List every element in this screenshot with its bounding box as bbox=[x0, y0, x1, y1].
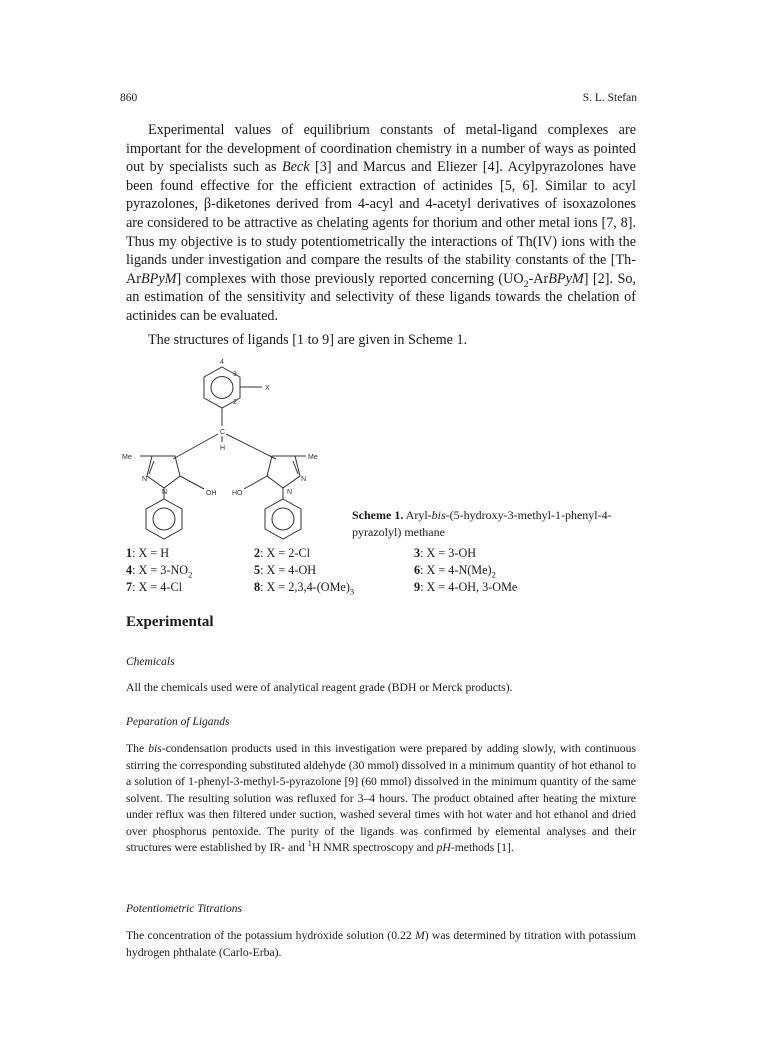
chemicals-paragraph: All the chemicals used were of analytical reagent grade (BDH or Merck products). bbox=[126, 681, 513, 694]
methine-carbon-label: C bbox=[220, 429, 226, 436]
subheading-preparation: Peparation of Ligands bbox=[126, 716, 230, 728]
ligand-3: 3: X = 3-OH bbox=[414, 546, 477, 560]
subheading-potentiometric: Potentiometric Titrations bbox=[126, 903, 242, 915]
left-phenyl-circle bbox=[153, 508, 175, 530]
ligand-2: 2: X = 2-Cl bbox=[254, 546, 310, 560]
scheme-intro-sentence: The structures of ligands [1 to 9] are given in Scheme 1. bbox=[148, 332, 468, 348]
right-phenyl-ring bbox=[265, 499, 301, 539]
intro-paragraph: Experimental values of equilibrium constants of metal-ligand complexes are important for the development of coordination chemistry in a number of ways as pointed out by specialists such as Beck [3] and Marcus and Eliezer [4]. Acylpyrazolones have been found effective for the efficient extraction of actinides [5, 6]. Similar to acyl pyrazolones, β-diketones derived from 4-acyl and 4-acetyl derivatives of isoxazolones are considered to be attractive as chelating agents for thorium and other metal ions [7, 8]. Thus my objective is to study potentiometrically the interactions of Th(IV) ions with the ligands under investigation and compare the results of the stability constants of the [Th-ArBPyM] complexes with those previously reported concerning $(UO_2-ArBPyM]$ [2]. So, an estimation of the sensitivity and selectivity of these ligands towards the chelation of actinides can be evaluated. bbox=[126, 122, 636, 324]
preparation-paragraph: The bis-condensation products used in this investigation were prepared by adding slowly, with continuous stirring the corresponding substituted aldehyde (30 mmol) dissolved in a minimum quantity of hot ethanol to a solution of 1-phenyl-3-methyl-5-pyrazolone [9] (60 mmol) dissolved in the minimum quantity of the same solvent. The resulting solution was refluxed for 3–4 hours. The product obtained after heating the mixture under reflux was then filtered under suction, washed several times with hot water and hot ethanol and dried over phosphorus pentoxide. The purity of the ligands was confirmed by elemental analyses and their structures were established by IR- and $^1$H NMR spectroscopy and pH-methods [1]. bbox=[126, 742, 637, 854]
right-ho-bond bbox=[244, 476, 267, 489]
x-substituent-label: X bbox=[265, 385, 270, 392]
methine-hydrogen-label: H bbox=[220, 445, 226, 452]
left-n1-label: N bbox=[162, 489, 168, 496]
running-head-author: S. L. Stefan bbox=[582, 92, 637, 104]
ligand-5: 5: X = 4-OH bbox=[254, 563, 317, 577]
right-phenyl-circle bbox=[272, 508, 294, 530]
aryl-ring-circle bbox=[211, 377, 233, 399]
right-methyl-label: Me bbox=[308, 454, 318, 461]
right-n2-label: N bbox=[301, 476, 307, 483]
left-oh-bond bbox=[180, 476, 204, 489]
ligand-8: 8: $X = 2,3,4-(OMe)_3$ bbox=[254, 580, 355, 597]
potentiometric-paragraph: The concentration of the potassium hydroxide solution (0.22 M) was determined by titration with potassium hydrogen phthalate (Carlo-Erba). bbox=[126, 929, 636, 959]
position-4-label: 4 bbox=[220, 359, 224, 366]
ligand-1: 1: X = H bbox=[126, 546, 170, 560]
section-heading-experimental: Experimental bbox=[126, 614, 214, 630]
right-n1-label: N bbox=[287, 489, 293, 496]
ligand-4: 4: $X = 3-NO_2$ bbox=[126, 563, 193, 580]
right-pyrazole-ring bbox=[267, 456, 300, 488]
left-pyrazole-ring bbox=[147, 456, 180, 488]
oh-label: OH bbox=[206, 490, 217, 497]
scheme-caption: Scheme 1. Aryl-bis-(5-hydroxy-3-methyl-1-phenyl-4-pyrazolyl) methane bbox=[352, 508, 612, 539]
ho-label: HO bbox=[232, 490, 243, 497]
position-2-label: 2 bbox=[233, 399, 237, 406]
left-phenyl-ring bbox=[146, 499, 182, 539]
left-methyl-label: Me bbox=[122, 454, 132, 461]
ligand-6: 6: $X = 4-N(Me)_2$ bbox=[414, 563, 496, 580]
ligand-9: 9: X = 4-OH, 3-OMe bbox=[414, 580, 518, 594]
c-right-pyrazole-bond bbox=[226, 434, 276, 459]
subheading-chemicals: Chemicals bbox=[126, 656, 175, 668]
c-left-pyrazole-bond bbox=[173, 434, 218, 459]
ligand-7: 7: X = 4-Cl bbox=[126, 580, 182, 594]
position-3-label: 3 bbox=[233, 371, 237, 378]
page-number: 860 bbox=[120, 92, 138, 104]
left-n2-label: N bbox=[142, 476, 148, 483]
